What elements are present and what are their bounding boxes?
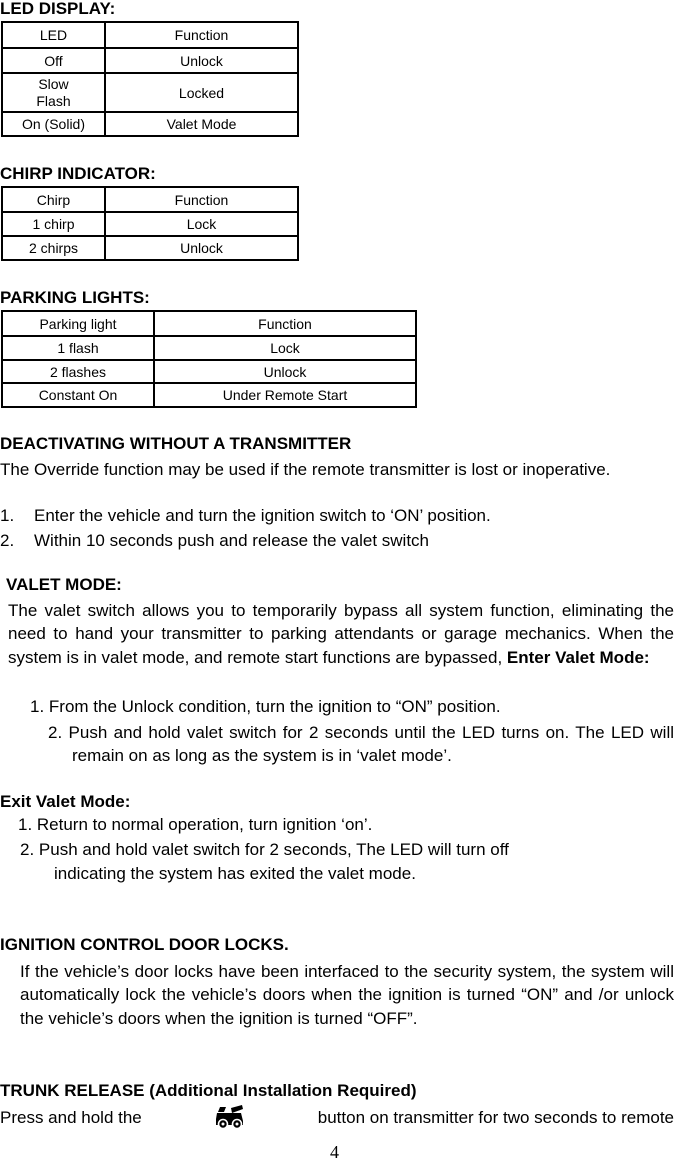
table-cell: Function <box>154 311 416 336</box>
list-number: 2. <box>0 531 15 550</box>
table-row <box>2 73 298 112</box>
ignition-heading: IGNITION CONTROL DOOR LOCKS. <box>0 935 289 954</box>
trunk-heading: TRUNK RELEASE (Additional Installation Required) <box>0 1081 417 1100</box>
table-row <box>2 236 298 260</box>
list-text: Within 10 seconds push and release the valet switch <box>34 531 430 550</box>
trunk-text-before: Press and hold the <box>0 1108 142 1127</box>
valet-mode-text: The valet switch allows you to temporarily bypass all system function, eliminating the need to hand your transmitter to parking attendants or garage mechanics. When the system is in valet mode, and remote start functions are bypassed, <box>8 601 674 667</box>
list-text: Enter the vehicle and turn the ignition switch to ‘ON’ position. <box>34 506 491 525</box>
deactivating-heading: DEACTIVATING WITHOUT A TRANSMITTER <box>0 434 352 453</box>
list-item <box>0 531 429 551</box>
table-cell: Parking light <box>2 311 154 336</box>
chirp-indicator-table <box>1 186 299 261</box>
table-cell: Unlock <box>154 360 416 383</box>
trunk-instruction <box>0 1105 674 1131</box>
valet-mode-body <box>8 599 674 669</box>
table-cell: 2 flashes <box>2 360 154 383</box>
table-row <box>2 336 416 360</box>
list-item <box>0 506 491 526</box>
deactivating-intro: The Override function may be used if the remote transmitter is lost or inoperative. <box>0 460 611 479</box>
exit-valet-heading: Exit Valet Mode: <box>0 792 131 811</box>
table-cell: Constant On <box>2 383 154 407</box>
table-cell: LED <box>2 22 105 48</box>
table-cell: Lock <box>105 212 298 236</box>
trunk-release-icon <box>214 1105 246 1131</box>
list-item: 1. Return to normal operation, turn ignition ‘on’. <box>18 815 373 834</box>
table-cell: Function <box>105 22 298 48</box>
table-row <box>2 112 298 136</box>
table-cell: 2 chirps <box>2 236 105 260</box>
enter-valet-label: Enter Valet Mode: <box>506 647 650 667</box>
parking-lights-table <box>1 310 417 408</box>
table-row <box>2 212 298 236</box>
table-cell: 1 chirp <box>2 212 105 236</box>
table-header-row <box>2 311 416 336</box>
table-cell: Function <box>105 187 298 212</box>
table-cell: Valet Mode <box>105 112 298 136</box>
table-cell: Off <box>2 48 105 73</box>
page-number: 4 <box>330 1142 339 1162</box>
table-cell: Unlock <box>105 236 298 260</box>
table-header-row <box>2 22 298 48</box>
list-number: 1. <box>0 506 15 525</box>
list-item: 2. Push and hold valet switch for 2 seconds until the LED turns on. The LED will remain on as long as the system is in ‘valet mode’. <box>48 723 674 766</box>
led-display-table <box>1 21 299 137</box>
list-item-continuation: indicating the system has exited the valet mode. <box>54 864 416 883</box>
list-item: 1. From the Unlock condition, turn the ignition to “ON” position. <box>30 697 501 716</box>
table-row <box>2 360 416 383</box>
list-item: 2. Push and hold valet switch for 2 seconds, The LED will turn off <box>20 840 509 859</box>
table-cell: 1 flash <box>2 336 154 360</box>
valet-mode-heading: VALET MODE: <box>6 575 122 594</box>
table-cell: Slow Flash <box>2 73 105 112</box>
chirp-indicator-heading: CHIRP INDICATOR: <box>0 164 156 183</box>
table-cell: Locked <box>105 73 298 112</box>
table-cell: Under Remote Start <box>154 383 416 407</box>
table-cell: On (Solid) <box>2 112 105 136</box>
parking-lights-heading: PARKING LIGHTS: <box>0 288 150 307</box>
table-cell: Lock <box>154 336 416 360</box>
trunk-text-after: button on transmitter for two seconds to remote <box>317 1108 674 1127</box>
table-row <box>2 48 298 73</box>
table-cell: Unlock <box>105 48 298 73</box>
ignition-body: If the vehicle’s door locks have been interfaced to the security system, the system will automatically lock the vehicle’s doors when the ignition is turned “ON” and /or unlock the vehicle’s doors when the ignition is turned “OFF”. <box>20 962 674 1028</box>
table-cell: Chirp <box>2 187 105 212</box>
led-display-heading: LED DISPLAY: <box>0 0 116 18</box>
table-header-row <box>2 187 298 212</box>
table-row <box>2 383 416 407</box>
